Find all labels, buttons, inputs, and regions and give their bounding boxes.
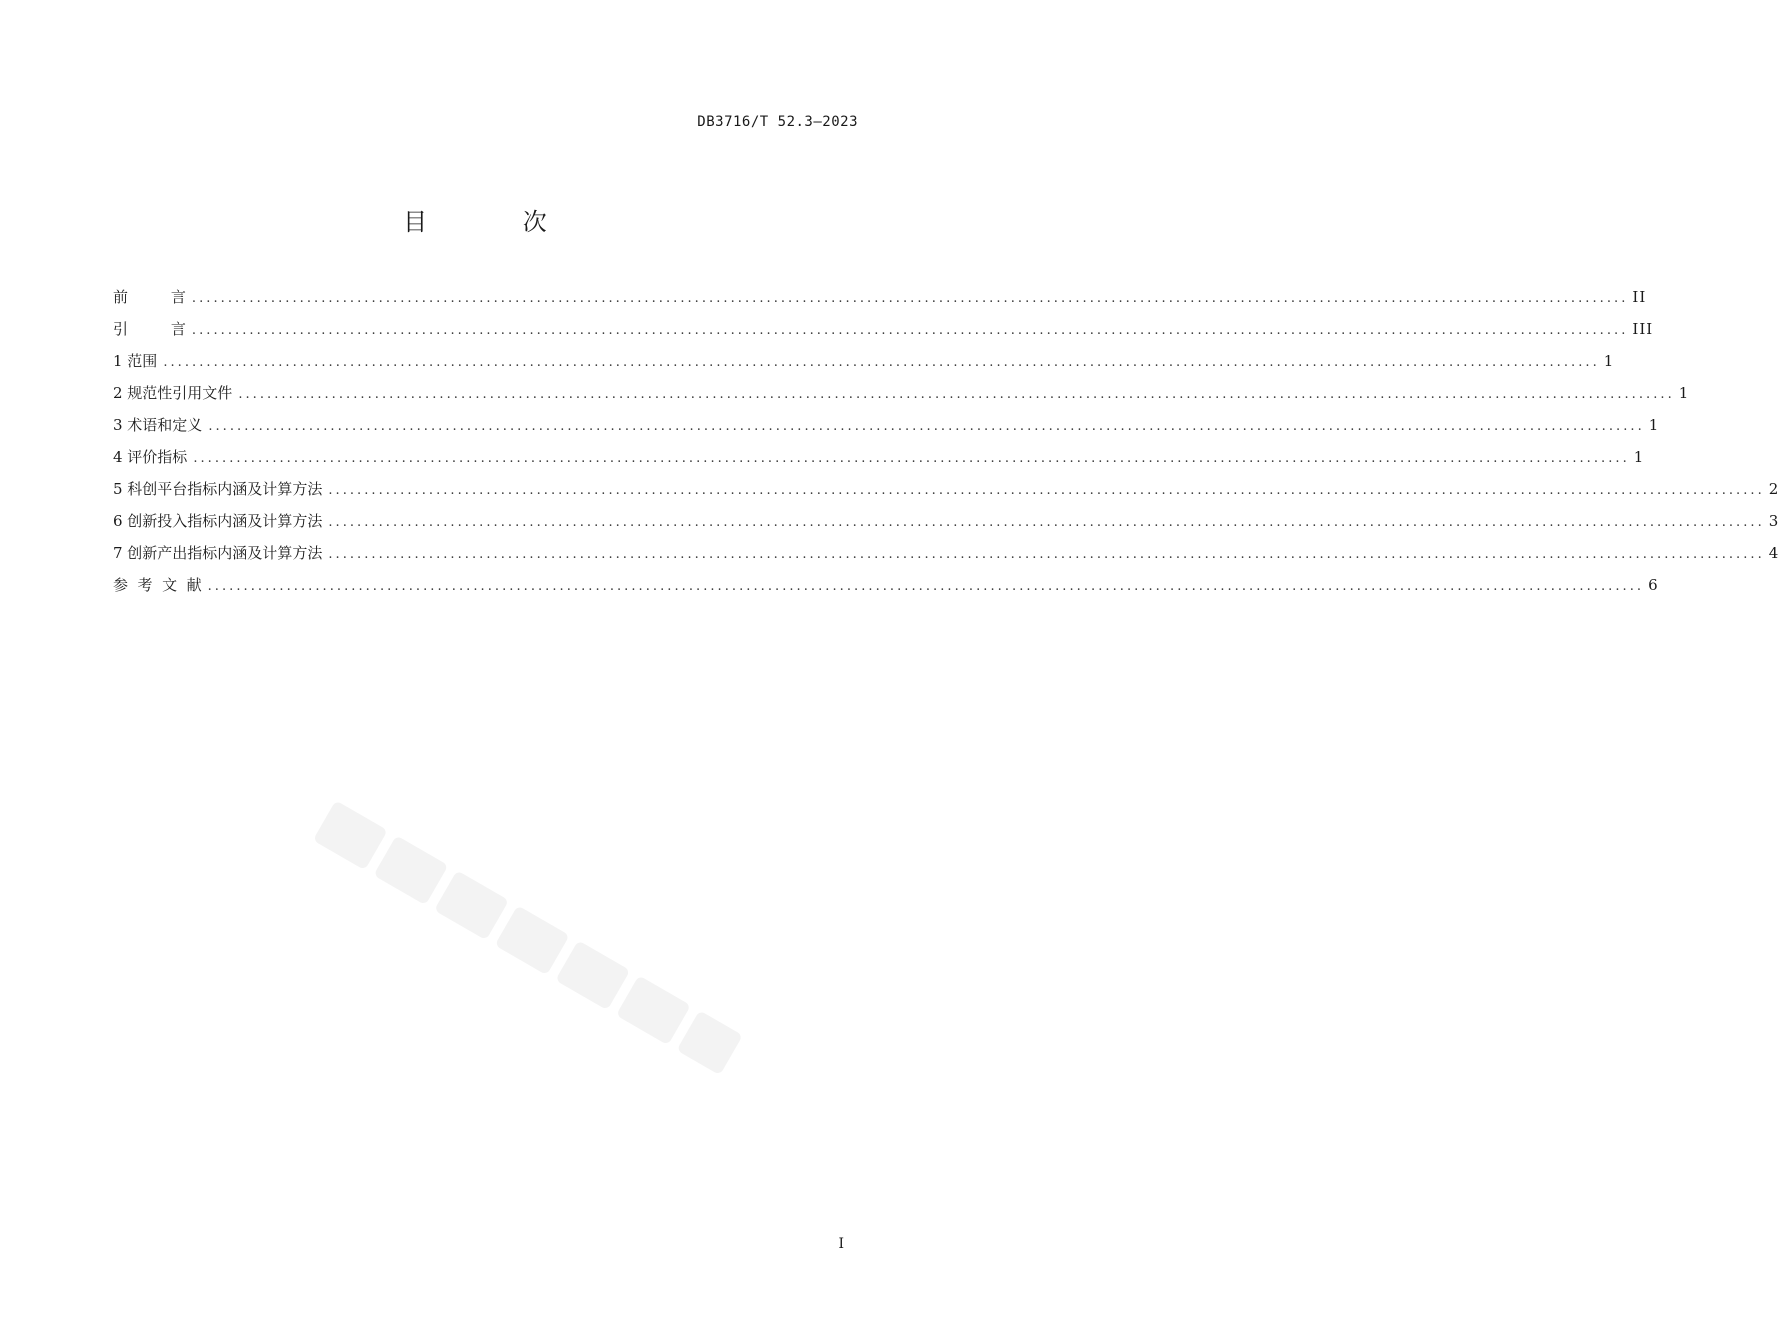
toc-entry-page: 6 — [1648, 576, 1659, 594]
toc-entry-page: 4 — [1768, 544, 1779, 562]
dot-leader: ........................................................................................................................................................................................................ — [238, 387, 1675, 402]
toc-entry-page: 1 — [1633, 448, 1645, 466]
toc-entry-label: 参 考 文 献 — [113, 576, 202, 594]
toc-entry-page: II — [1632, 288, 1647, 306]
toc-entry-input-indicators[interactable] — [113, 510, 1779, 542]
toc-entry-page: 1 — [1603, 352, 1615, 370]
toc-entry-page: 2 — [1768, 480, 1779, 498]
dot-leader: ........................................................................................................................................................................................................ — [328, 483, 1765, 498]
toc-entry-label: 引 言 — [113, 320, 186, 338]
toc-title: 目 次 — [403, 208, 591, 236]
toc-entry-foreword[interactable] — [113, 286, 1647, 318]
toc-entry-output-indicators[interactable] — [113, 542, 1779, 574]
dot-leader: ........................................................................................................................................................................................................ — [193, 451, 1630, 466]
toc-entry-evaluation-indicators[interactable] — [113, 446, 1645, 478]
toc-entry-page: 1 — [1648, 416, 1660, 434]
toc-entry-label: 4 评价指标 — [113, 448, 188, 466]
page-number: I — [838, 1236, 844, 1252]
document-code: DB3716/T 52.3—2023 — [697, 114, 858, 130]
toc-entry-label: 7 创新产出指标内涵及计算方法 — [113, 544, 323, 562]
toc-entry-label: 3 术语和定义 — [113, 416, 203, 434]
toc-entry-label: 6 创新投入指标内涵及计算方法 — [113, 512, 323, 530]
toc-entry-label: 5 科创平台指标内涵及计算方法 — [113, 480, 323, 498]
dot-leader: ........................................................................................................................................................................................................ — [328, 515, 1765, 530]
table-of-contents — [113, 286, 1779, 606]
toc-entry-scope[interactable] — [113, 350, 1615, 382]
faint-watermark — [255, 790, 775, 1110]
dot-leader: ........................................................................................................................................................................................................ — [328, 547, 1765, 562]
toc-entry-terms-definitions[interactable] — [113, 414, 1660, 446]
dot-leader: ........................................................................................................................................................................................................ — [191, 323, 1629, 338]
toc-entry-normative-references[interactable] — [113, 382, 1690, 414]
dot-leader: ........................................................................................................................................................................................................ — [163, 355, 1600, 370]
toc-entry-page: 1 — [1678, 384, 1690, 402]
toc-entry-label: 1 范围 — [113, 352, 158, 370]
toc-entry-bibliography[interactable] — [113, 574, 1659, 606]
dot-leader: ........................................................................................................................................................................................................ — [208, 419, 1645, 434]
toc-entry-page: III — [1632, 320, 1654, 338]
toc-entry-platform-indicators[interactable] — [113, 478, 1779, 510]
toc-entry-page: 3 — [1768, 512, 1779, 530]
dot-leader: ........................................................................................................................................................................................................ — [207, 579, 1645, 594]
toc-entry-label: 2 规范性引用文件 — [113, 384, 233, 402]
dot-leader: ........................................................................................................................................................................................................ — [191, 291, 1629, 306]
toc-entry-label: 前 言 — [113, 288, 186, 306]
toc-entry-introduction[interactable] — [113, 318, 1654, 350]
